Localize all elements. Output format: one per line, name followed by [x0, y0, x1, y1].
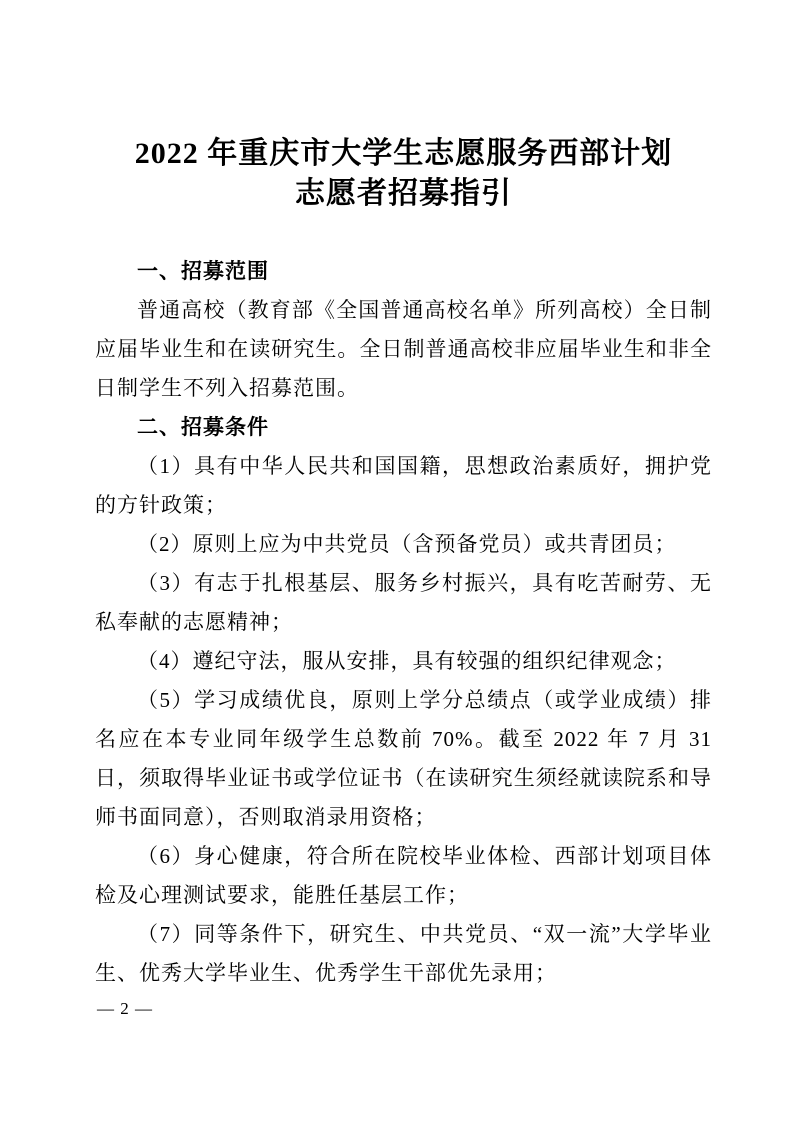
- document-body: [95, 252, 712, 993]
- title-line-2: 志愿者招募指引: [295, 177, 512, 210]
- page-number: — 2 —: [97, 999, 153, 1018]
- condition-item-2: （2）原则上应为中共党员（含预备党员）或共青团员；: [137, 532, 677, 556]
- condition-item-4: （4）遵纪守法，服从安排，具有较强的组织纪律观念；: [137, 649, 677, 673]
- condition-item-7: （7）同等条件下，研究生、中共党员、“双一流”大学毕业生、优秀大学毕业生、优秀学生干部优先录用；: [95, 922, 712, 985]
- paragraph-recruitment-scope: 普通高校（教育部《全国普通高校名单》所列高校）全日制应届毕业生和在读研究生。全日制普通高校非应届毕业生和非全日制学生不列入招募范围。: [95, 298, 712, 400]
- condition-item-3: （3）有志于扎根基层、服务乡村振兴，具有吃苦耐劳、无私奉献的志愿精神；: [95, 571, 712, 634]
- title-line-1: 2022 年重庆市大学生志愿服务西部计划: [134, 137, 673, 170]
- condition-item-5: （5）学习成绩优良，原则上学分总绩点（或学业成绩）排名应在本专业同年级学生总数前 70%。截至 2022 年 7 月 31 日，须取得毕业证书或学位证书（在读研究生须经就读院系和导师书面同意），否则取消录用资格；: [95, 688, 712, 829]
- condition-item-1: （1）具有中华人民共和国国籍，思想政治素质好，拥护党的方针政策；: [95, 454, 712, 517]
- document-title: [95, 134, 712, 214]
- section-heading-recruitment-conditions: 二、招募条件: [137, 416, 269, 439]
- condition-item-6: （6）身心健康，符合所在院校毕业体检、西部计划项目体检及心理测试要求，能胜任基层工作；: [95, 844, 712, 907]
- section-heading-recruitment-scope: 一、招募范围: [137, 260, 269, 283]
